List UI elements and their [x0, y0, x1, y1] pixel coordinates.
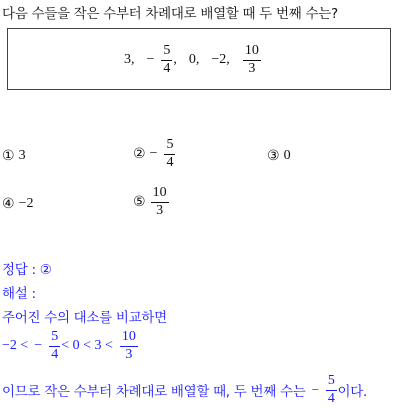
ineq-part: < 0 < 3 < — [61, 338, 113, 354]
ineq-part: −2 < — [2, 338, 29, 354]
minus-sign: − — [34, 338, 43, 354]
denominator: 3 — [125, 346, 133, 362]
option-marker: ① — [2, 148, 15, 164]
number-list-box — [7, 28, 391, 90]
numerator: 5 — [161, 44, 172, 61]
option-1[interactable] — [2, 146, 26, 166]
option-marker: ③ — [267, 148, 280, 164]
option-4[interactable] — [2, 194, 33, 214]
option-5[interactable] — [133, 186, 170, 218]
numerator: 5 — [49, 330, 60, 347]
explanation-label: 해설 : — [2, 286, 36, 302]
comma: , — [173, 52, 177, 67]
conclusion-end: 이다. — [337, 384, 367, 401]
minus-sign: − — [146, 52, 155, 67]
option-marker: ② — [133, 146, 146, 163]
number-0: 0, — [188, 52, 200, 67]
denominator: 4 — [163, 60, 171, 76]
denominator: 3 — [156, 202, 164, 218]
number-neg-2: −2, — [211, 52, 230, 67]
option-value: 3 — [18, 148, 26, 163]
numerator: 5 — [326, 374, 337, 391]
conclusion-text: 이므로 작은 수부터 차례대로 배열할 때, 두 번째 수는 — [2, 384, 306, 401]
numerator: 10 — [243, 44, 261, 61]
fraction-10-3 — [243, 44, 261, 76]
numerator: 10 — [151, 186, 169, 203]
fraction-5-4 — [326, 374, 337, 406]
option-value: 0 — [283, 148, 291, 163]
option-marker: ⑤ — [133, 194, 146, 211]
minus-sign: − — [149, 146, 158, 162]
fraction-10-3 — [120, 330, 138, 362]
fraction-neg-5-4 — [161, 44, 172, 76]
number-3: 3, — [124, 52, 135, 67]
denominator: 4 — [51, 346, 59, 362]
fraction-5-4 — [164, 138, 175, 170]
numerator: 5 — [164, 138, 175, 155]
denominator: 3 — [248, 60, 256, 76]
denominator: 4 — [327, 390, 335, 406]
fraction-10-3 — [151, 186, 169, 218]
explanation-line: 주어진 수의 대소를 비교하면 — [2, 310, 167, 326]
option-3[interactable] — [267, 146, 291, 166]
option-2[interactable] — [133, 138, 176, 170]
option-marker: ④ — [2, 196, 15, 212]
numerator: 10 — [120, 330, 138, 347]
fraction-5-4 — [49, 330, 60, 362]
number-sequence — [124, 29, 262, 91]
inequality — [2, 330, 139, 362]
denominator: 4 — [166, 154, 174, 170]
option-value: −2 — [18, 196, 34, 211]
conclusion-line — [2, 374, 367, 406]
minus-sign: − — [311, 382, 319, 398]
question-text: 다음 수들을 작은 수부터 차례대로 배열할 때 두 번째 수는? — [2, 6, 338, 22]
answer-text: 정답 : ② — [2, 262, 52, 278]
